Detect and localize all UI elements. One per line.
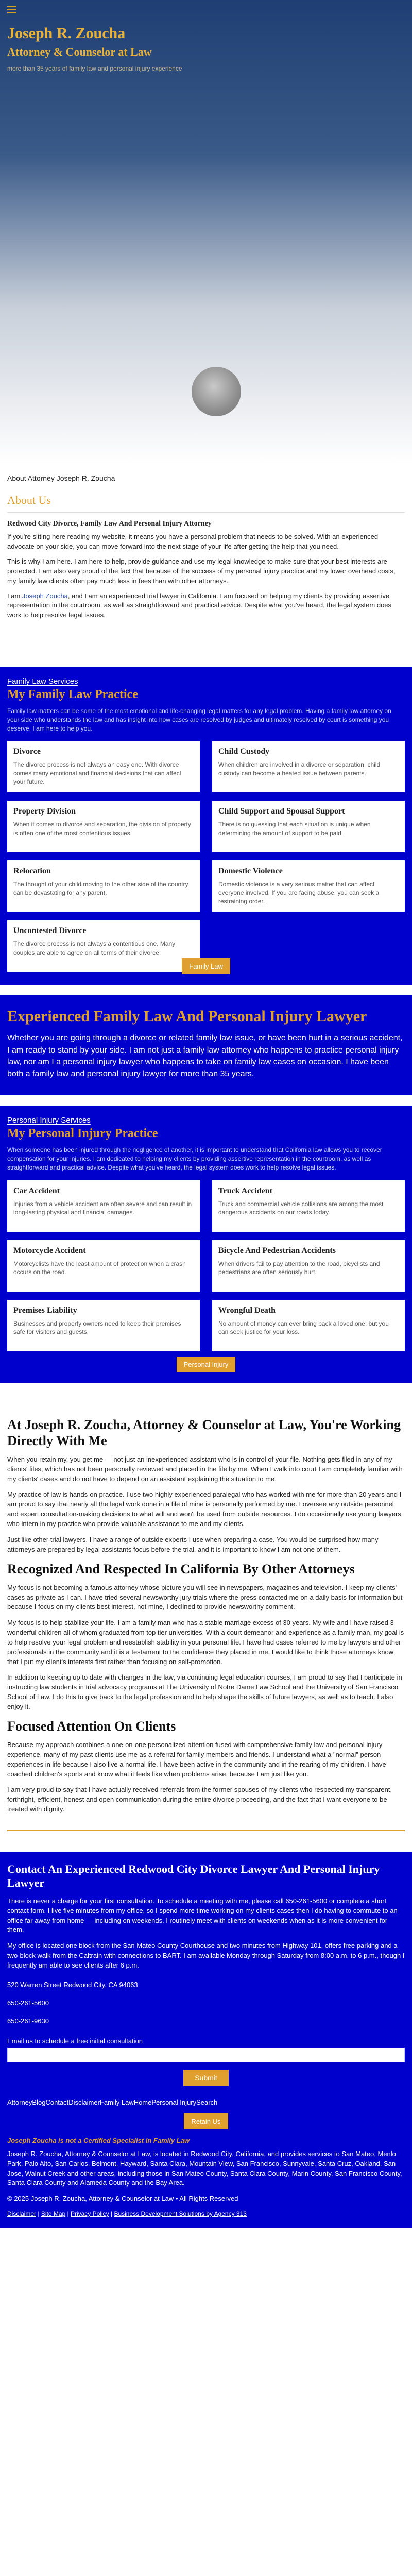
about-paragraph: This is why I am here. I am here to help, provide guidance and use my legal knowledge to make sure that your best interests are protected. I am also very proud of the fact that because of the success of my personal injury practice and my lower overhead costs, my family law clients often pay much less in fees than with other attorneys. [7,557,396,585]
card-title: Child Custody [218,747,270,756]
paragraph: There is never a charge for your first consultation. To schedule a meeting with me, please call 650-261-5600 or complete a short contact form. I live five minutes from my office, so I spend more time working on my clients cases then I do having to commute to an office far away from home — including on weekends. I routinely meet with clients on weekends when as it is more convenient for them. [7,1896,398,1934]
hero [0,0,412,464]
about-label: About Attorney Joseph R. Zoucha [7,474,115,482]
retain-row [7,2113,405,2129]
service-card-bicycle-pedestrian[interactable] [212,1240,405,1292]
footer-link-blog[interactable]: Blog [32,2098,46,2106]
section-intro: Family law matters can be some of the most emotional and life-changing legal matters for any legal problem. Having a family law attorney on your side who understands the law and has insight into how cases are resolved by judges and ultimately resolved by court is something you deserve. I am here to help you. [7,707,391,732]
footer-nav [7,2098,405,2106]
service-card-motorcycle-accident[interactable] [7,1240,200,1292]
family-law-button[interactable]: Family Law [182,958,230,974]
banner-title: Experienced Family Law And Personal Injury Lawyer [7,1008,367,1025]
menu-icon[interactable] [7,6,16,13]
site-subtitle: Attorney & Counselor at Law [7,45,152,58]
section-heading: Focused Attention On Clients [7,1718,176,1734]
card-text: There is no guessing that each situation is unique when determining the amount of support to be paid. [218,821,371,837]
site-tagline: more than 35 years of family law and personal injury experience [7,65,182,72]
card-text: When it comes to divorce and separation, the division of property is often one of the most contentious issues. [13,821,191,837]
section-tag: Personal Injury Services [7,1116,91,1125]
paragraph: In addition to keeping up to date with changes in the law, via continuing legal education courses, I am proud to say that I participate in instructing law students in trial advocacy programs at The University of Notre Dame Law School and the University of San Francisco School of Law. I do this to give back to the legal profession and to help shape the skills of future lawyers, as well as to teach. I also enjoy it. [7,1673,402,1711]
card-text: The thought of your child moving to the other side of the country can be devastating for any parent. [13,880,188,896]
personal-injury-button[interactable]: Personal Injury [177,1357,236,1372]
service-card-support[interactable] [212,801,405,852]
button-row [7,1357,405,1372]
service-card-property-division[interactable] [7,801,200,852]
family-law-section [0,667,412,985]
paragraph: My focus is to help stabilize your life. I am a family man who has a stable marriage excess of 30 years. My wife and I have raised 3 wonderful children all of whom graduated from top tier universities. With a court demeanor and experience as a family man, my goal is to help resolve your legal problem and reestablish stability in your personal life. I have had cases referred to me by lawyers and other professionals in the community and it is a testament to the confidence they placed in me. I would like to think those attorneys know that I put my client's interests first rather than focusing on self-promotion. [7,1619,404,1666]
card-title: Domestic Violence [218,867,283,876]
button-row [7,958,405,974]
footer-link-family-law[interactable]: Family Law [99,2098,134,2106]
text: , and I am an experienced trial lawyer in California. I am focused on helping my clients by providing assertive representation in the courtroom, as well as straightforward and practical advice. Despite what you've heard, the legal system does work to help resolve legal issues. [7,591,392,619]
section-heading: Recognized And Respected In California By Other Attorneys [7,1561,355,1577]
text: I am [7,591,22,600]
paragraph: My practice of law is hands-on practice. I use two highly experienced paralegal who has worked with me for more than 20 years and I am proud to say that nearly all the legal work done in a file of mine is personally performed by me. I oversee any outside personnel and expert consultation-making decisions to what will and won't be used from outside resources. I do occasionally use young lawyers who intern in my practice who provide valuable assistance to me and my clients. [7,1490,402,1528]
paragraph: My focus is not becoming a famous attorney whose picture you will see in newspapers, magazines and television. I keep my clients' cases as private as I can. I have tried several newsworthy jury trials where the press contacted me on a daily basis for information but because I focus on my clients best interest, not mine, I declined to provide newsworthy comment. [7,1583,403,1611]
submit-button[interactable]: Submit [183,2070,229,2086]
service-card-truck-accident[interactable] [212,1180,405,1232]
service-card-premises-liability[interactable] [7,1300,200,1351]
experienced-banner [0,995,412,1095]
contact-section [0,1852,412,2228]
card-text: Motorcyclists have the least amount of protection when a crash occurs on the road. [13,1260,186,1276]
section-intro: When someone has been injured through the negligence of another, it is important to understand that California law allows you to recover compensation for your injuries. I am dedicated to helping my clients by providing assertive representation in the courtroom, as well as straightforward and practical advice. Despite what you've heard, the legal system does work to help resolve legal issues. [7,1146,382,1171]
specialist-disclaimer: Joseph Zoucha is not a Certified Specialist in Family Law [7,2136,190,2144]
copyright: © 2025 Joseph R. Zoucha, Attorney & Counselor at Law • All Rights Reserved [7,2195,238,2203]
paragraph: Just like other trial lawyers, I have a range of outside experts I use when preparing a case. You would be surprised how many attorneys are prepared by legal assistants focus before the trial, and it is important to know I am not one of them. [7,1535,379,1553]
section-title: My Family Law Practice [7,688,138,702]
card-title: Divorce [13,747,41,756]
footer-link-home[interactable]: Home [133,2098,152,2106]
about-heading: About Us [7,494,51,507]
card-title: Bicycle And Pedestrian Accidents [218,1246,336,1255]
card-text: Businesses and property owners need to keep their premises safe for visitors and guests. [13,1319,181,1335]
legal-link-agency[interactable]: Business Development Solutions by Agency 313 [114,2210,247,2218]
divider [7,512,405,513]
service-card-divorce[interactable] [7,741,200,792]
about-section [0,464,412,631]
about-subheading: Redwood City Divorce, Family Law And Personal Injury Attorney [7,520,212,528]
card-title: Premises Liability [13,1306,77,1315]
paragraph: My office is located one block from the San Mateo County Courthouse and two minutes from Highway 101, offers free parking and a two-block walk from the Caltrain with connections to BART. I am available Monday through Saturday from 8:00 a.m. to 6 p.m., though I frequently am able to see clients after 6 p.m. [7,1942,405,1970]
attorney-link[interactable]: Joseph Zoucha [22,591,68,600]
divider [7,1830,405,1831]
card-title: Uncontested Divorce [13,926,87,936]
injury-services-grid [7,1180,405,1351]
card-text: The divorce process is not always an easy one. With divorce comes many emotional and financial decisions that can affect your future. [13,761,181,785]
footer-link-personal-injury[interactable]: Personal Injury [151,2098,197,2106]
footer-link-search[interactable]: Search [196,2098,218,2106]
phone-link[interactable]: 650-261-5600 [7,1998,49,2007]
service-card-child-custody[interactable] [212,741,405,792]
card-title: Motorcycle Accident [13,1246,86,1255]
footer-link-disclaimer[interactable]: Disclaimer [68,2098,100,2106]
card-title: Child Support and Spousal Support [218,807,345,816]
contact-heading: Contact An Experienced Redwood City Divorce Lawyer And Personal Injury Lawyer [7,1862,380,1890]
card-text: When children are involved in a divorce or separation, child custody can become a heated issue between parents. [218,761,381,777]
section-tag: Family Law Services [7,677,78,686]
email-field[interactable] [7,2048,405,2062]
paragraph: Because my approach combines a one-on-one personalized attention fused with comprehensive family law and personal injury experience, many of my past clients use me as a referral for family members and friends. I understand what a "normal" person experiences in life because I also live a normal life. I have been active in the community and in the rearing of my children. I have coached children's sports and know what it feels like when problems arise, because I am just like you. [7,1741,386,1778]
card-title: Car Accident [13,1186,60,1195]
legal-links: Disclaimer | Site Map | Privacy Policy | Business Development Solutions by Agency 313 [7,2210,247,2218]
retain-us-button[interactable]: Retain Us [184,2113,228,2129]
office-address: 520 Warren Street Redwood City, CA 94063 [7,1980,138,1989]
family-services-grid [7,741,405,972]
about-paragraph: If you're sitting here reading my website, it means you have a personal problem that needs to be solved. With an experienced advocate on your side, you can move forward into the next stage of your life after getting the help that you need. [7,533,379,551]
service-card-domestic-violence[interactable] [212,860,405,912]
service-card-wrongful-death[interactable] [212,1300,405,1351]
card-title: Truck Accident [218,1186,273,1195]
card-title: Property Division [13,807,76,816]
fax-number: 650-261-9630 [7,2016,49,2025]
card-title: Wrongful Death [218,1306,276,1315]
service-area-text: Joseph R. Zoucha, Attorney & Counselor at Law, is located in Redwood City, California, and provides services to San Mateo, Menlo Park, Palo Alto, San Carlos, Belmont, Hayward, Santa Clara, Mountain View, San Francisco, Sunnyvale, Santa Cruz, Oakland, San Jose, Walnut Creek and other areas, including those in San Mateo County, Santa Clara County, Marin County, San Francisco County, Santa Clara County and Alameda County and the Bay Area. [7,2149,402,2187]
card-text: When drivers fail to pay attention to the road, bicyclists and pedestrians are often seriously hurt. [218,1260,380,1276]
email-field-label: Email us to schedule a free initial consultation [7,2037,143,2045]
banner-text: Whether you are going through a divorce or related family law issue, or have been hurt in a serious accident, I am ready to stand by your side. I am not just a family law attorney who happens to practice personal injury law, nor am I a personal injury lawyer who happens to take on family law cases on occasion. I have been both a family law and personal injury lawyer for more than 35 years. [7,1033,403,1078]
attorney-photo [192,367,241,416]
service-card-car-accident[interactable] [7,1180,200,1232]
section-heading: At Joseph R. Zoucha, Attorney & Counselor at Law, You're Working Directly With Me [7,1417,401,1448]
card-text: Truck and commercial vehicle collisions are among the most dangerous accidents on our roads today. [218,1200,384,1216]
section-title: My Personal Injury Practice [7,1127,158,1141]
legal-link-site-map[interactable]: Site Map [41,2210,66,2218]
footer-link-contact[interactable]: Contact [45,2098,69,2106]
about-paragraph [7,591,405,621]
legal-link-disclaimer[interactable]: Disclaimer [7,2210,37,2218]
paragraph: I am very proud to say that I have actually received referrals from the former spouses of my clients who respected my transparent, forthright, efficient, honest and open communication during the entire divorce proceeding, and the fact that I want everyone to be treated with dignity. [7,1786,392,1814]
card-text: Injuries from a vehicle accident are often severe and can result in long-lasting physical and financial damages. [13,1200,192,1216]
card-text: No amount of money can ever bring back a loved one, but you can seek justice for your loss. [218,1319,389,1335]
card-text: The divorce process is not always a contentious one. Many couples are able to agree on all terms of their divorce. [13,940,176,956]
card-title: Relocation [13,867,51,876]
legal-link-privacy-policy[interactable]: Privacy Policy [70,2210,109,2218]
site-title: Joseph R. Zoucha [7,25,126,42]
working-directly-section [0,1403,412,1852]
service-card-relocation[interactable] [7,860,200,912]
paragraph: When you retain my, you get me — not just an inexperienced assistant who is in control of your file. Nothing gets filed in any of my clients' files, which has not been personally reviewed and placed in the file by me. When I walk into court I am completely familiar with my clients' cases and do not have to depend on an assistant explaining the situation to me. [7,1455,403,1483]
personal-injury-section [0,1106,412,1382]
card-text: Domestic violence is a very serious matter that can affect everyone involved. If you are facing abuse, you can seek a restraining order. [218,880,380,905]
footer-link-attorney[interactable]: Attorney [7,2098,32,2106]
